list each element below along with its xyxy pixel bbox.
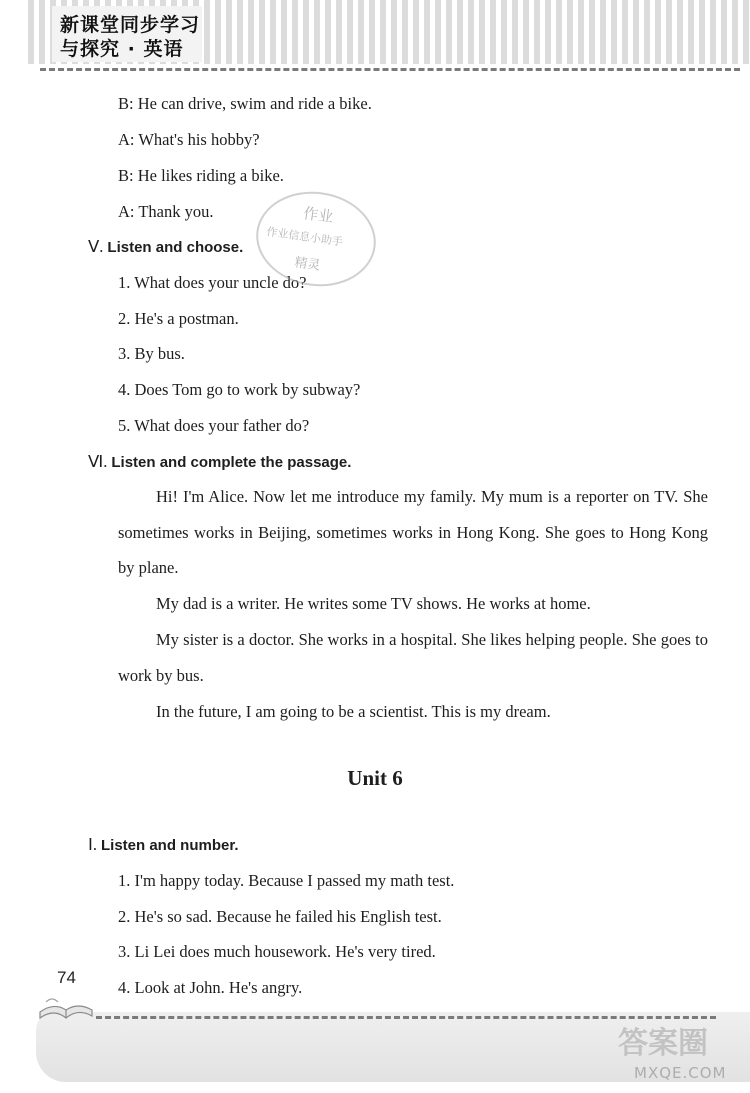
passage-paragraph — [118, 694, 708, 730]
section-heading-v — [88, 237, 243, 258]
list-item: 2. He's a postman. — [118, 309, 239, 328]
stamp-bottom-text: 精灵 — [293, 255, 322, 274]
section-title: Listen and complete the passage. — [111, 454, 352, 471]
list-item: 5. What does your father do? — [118, 416, 310, 435]
header-divider — [40, 68, 740, 71]
dialogue-line: B: He can drive, swim and ride a bike. — [118, 94, 372, 113]
paragraph-text: My sister is a doctor. She works in a hospital. She likes helping people. She goes to work by bus. — [118, 630, 708, 685]
section-title: Listen and choose. — [107, 239, 244, 256]
section-title: Listen and number. — [101, 837, 239, 854]
list-item: 4. Does Tom go to work by subway? — [118, 380, 361, 399]
list-item: 4. Look at John. He's angry. — [118, 978, 303, 997]
section-heading-i — [88, 835, 239, 856]
stamp-top-text: 作业 — [302, 204, 335, 227]
open-book-icon — [36, 988, 94, 1024]
section-number: Ⅰ. — [88, 835, 97, 854]
paragraph-text: My dad is a writer. He writes some TV shows. He works at home. — [156, 594, 591, 613]
list-item: 3. By bus. — [118, 344, 185, 363]
paragraph-text: In the future, I am going to be a scientist. This is my dream. — [156, 702, 551, 721]
dialogue-line: A: Thank you. — [118, 202, 214, 221]
passage-paragraph — [118, 622, 708, 693]
passage-paragraph — [118, 479, 708, 586]
list-item: 3. Li Lei does much housework. He's very tired. — [118, 942, 436, 961]
book-title-line1: 新课堂同步学习 — [60, 14, 201, 36]
list-item: 1. What does your uncle do? — [118, 273, 307, 292]
section-heading-vi — [88, 452, 351, 473]
dialogue-line: B: He likes riding a bike. — [118, 166, 284, 185]
section-number: Ⅵ. — [88, 452, 108, 471]
page-header — [0, 0, 750, 82]
page-number: 74 — [57, 968, 76, 987]
watermark-url: MXQE.COM — [634, 1064, 727, 1082]
unit-heading: Unit 6 — [347, 766, 403, 790]
stamp-middle-text: 作业信息小助手 — [265, 225, 344, 249]
list-item: 1. I'm happy today. Because I passed my math test. — [118, 871, 455, 890]
watermark-logo: 答案圈 — [618, 1026, 708, 1061]
passage-paragraph — [118, 586, 708, 622]
book-title-line2: 与探究 · 英语 — [60, 38, 184, 60]
dialogue-line: A: What's his hobby? — [118, 130, 260, 149]
paragraph-text: Hi! I'm Alice. Now let me introduce my family. My mum is a reporter on TV. She sometimes works in Beijing, sometimes works in Hong Kong. She goes to Hong Kong by plane. — [118, 487, 708, 578]
section-number: Ⅴ. — [88, 237, 104, 256]
list-item: 2. He's so sad. Because he failed his English test. — [118, 907, 442, 926]
